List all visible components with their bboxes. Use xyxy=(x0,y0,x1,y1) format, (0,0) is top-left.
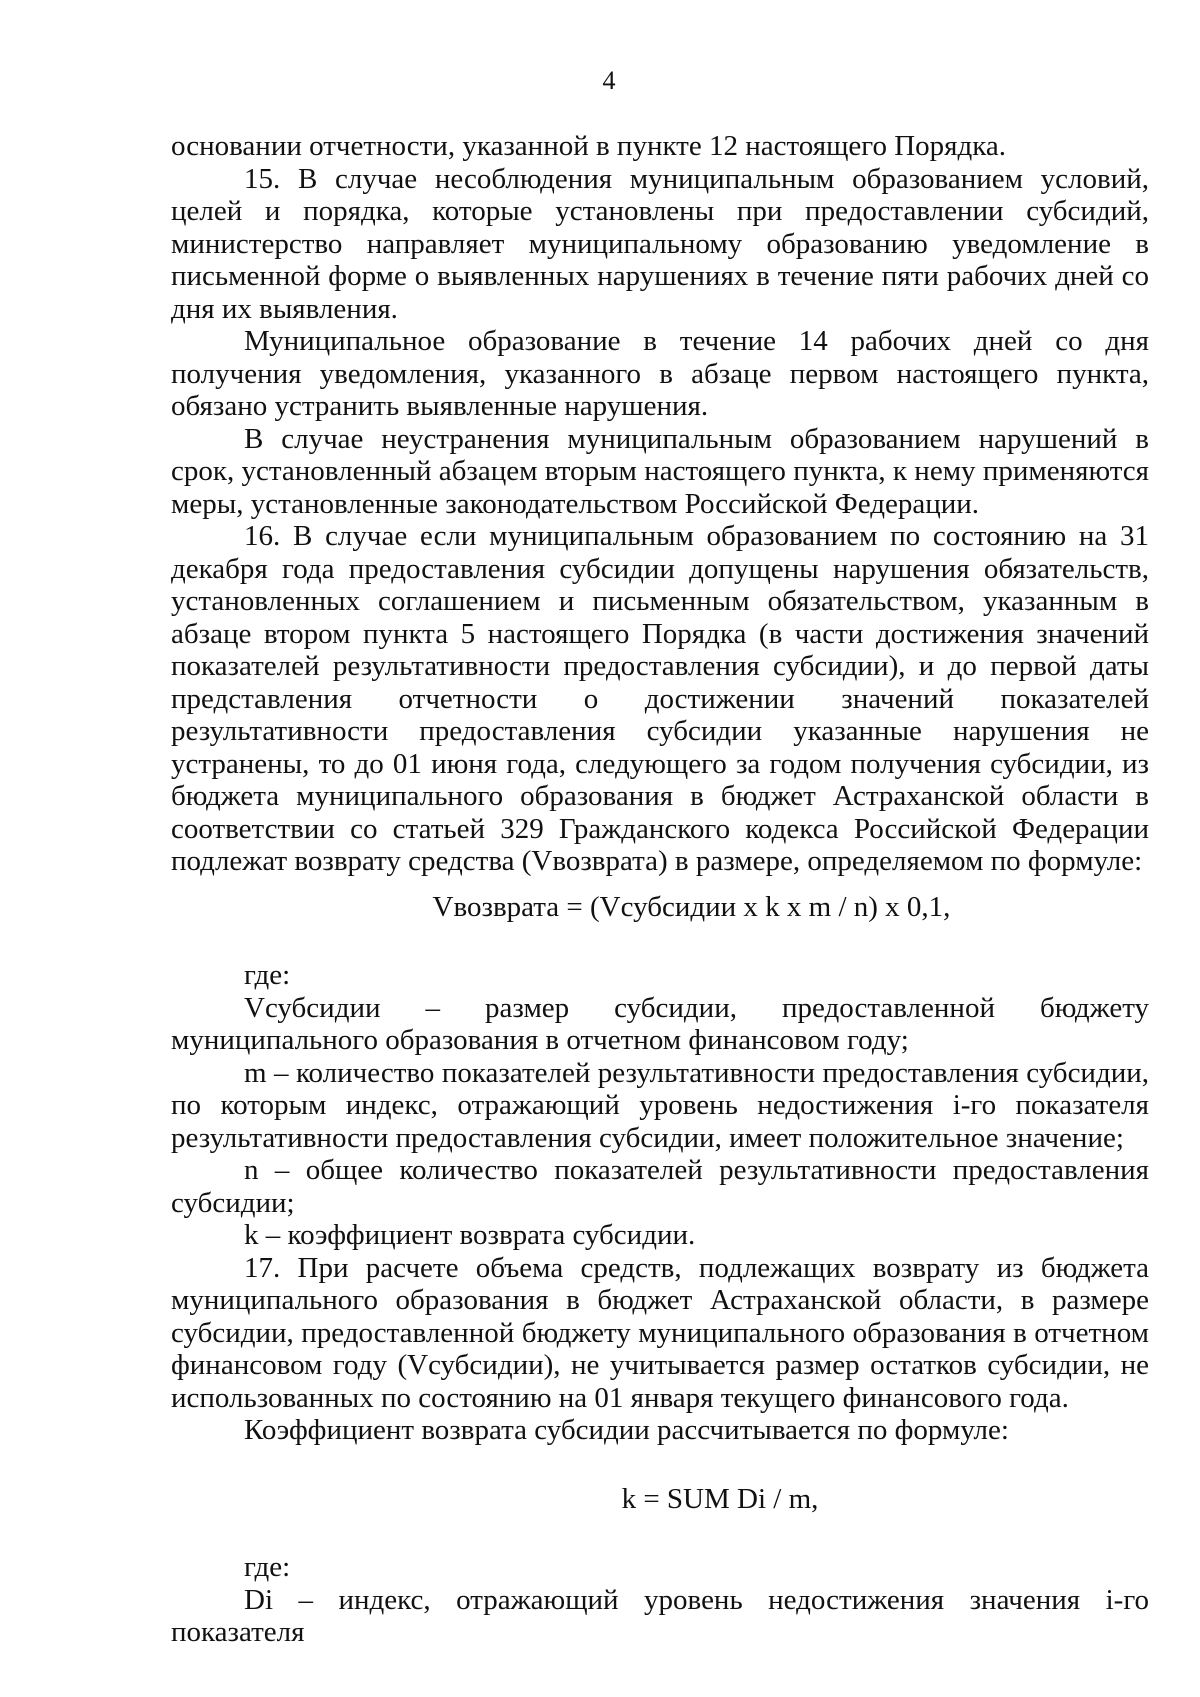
paragraph-fix-violations: Муниципальное образование в течение 14 рабочих дней со дня получения уведомления, указанного в абзаце первом настоящего пункта, обязано устранить выявленные нарушения. xyxy=(171,325,1149,422)
paragraph-coefficient-intro: Коэффициент возврата субсидии рассчитывается по формуле: xyxy=(244,1414,1009,1446)
paragraph-continuation: основании отчетности, указанной в пункте 12 настоящего Порядка. xyxy=(171,130,1006,162)
paragraph-item-17: 17. При расчете объема средств, подлежащих возврату из бюджета муниципального образования в бюджет Астраханской области, в размере субсидии, предоставленной бюджету муниципального образования в отчетном финансовом году (Vсубсидии), не учитывается размер остатков субсидии, не использованных по состоянию на 01 января текущего финансового года. xyxy=(171,1251,1149,1414)
paragraph-item-15: 15. В случае несоблюдения муниципальным образованием условий, целей и порядка, которые установлены при предоставлении субсидий, министерство направляет муниципальному образованию уведомление в письменной форме о выявленных нарушениях в течение пяти рабочих дней со дня их выявления. xyxy=(171,162,1149,325)
definition-m: m – количество показателей результативности предоставления субсидии, по которым индекс, отражающий уровень недостижения i-го показателя результативности предоставления субсидии, имеет положительное значение; xyxy=(171,1056,1149,1154)
paragraph-item-16: 16. В случае если муниципальным образованием по состоянию на 31 декабря года предоставления субсидии допущены нарушения обязательств, установленных соглашением и письменным обязательством, указанным в абзаце втором пункта 5 настоящего Порядка (в части достижения значений показателей результативности предоставления субсидии), и до первой даты представления отчетности о достижении значений показателей результативности предоставления субсидии указанные нарушения не устранены, то до 01 июня года, следующего за годом получения субсидии, из бюджета муниципального образования в бюджет Астраханской области в соответствии со статьей 329 Гражданского кодекса Российской Федерации подлежат возврату средства (Vвозврата) в размере, определяемом по формуле: xyxy=(171,520,1149,877)
where-label: где: xyxy=(244,959,291,991)
where-label-2: где: xyxy=(244,1551,291,1583)
definition-k: k – коэффициент возврата субсидии. xyxy=(244,1219,696,1251)
definition-n: n – общее количество показателей результативности предоставления субсидии; xyxy=(171,1154,1149,1219)
paragraph-measures: В случае неустранения муниципальным образованием нарушений в срок, установленный абзацем вторым настоящего пункта, к нему применяются меры, установленные законодательством Российской Федерации. xyxy=(171,422,1149,520)
page-number: 4 xyxy=(602,66,616,95)
document-body xyxy=(171,130,1149,1649)
definition-vsubsidii: Vсубсидии – размер субсидии, предоставленной бюджету муниципального образования в отчетном финансовом году; xyxy=(171,991,1149,1056)
formula-coefficient: k = SUM Di / m, xyxy=(621,1482,819,1515)
definition-di: Di – индекс, отражающий уровень недостижения значения i-го показателя xyxy=(171,1583,1149,1648)
formula-refund-volume: Vвозврата = (Vсубсидии x k x m / n) x 0,1, xyxy=(432,890,951,923)
